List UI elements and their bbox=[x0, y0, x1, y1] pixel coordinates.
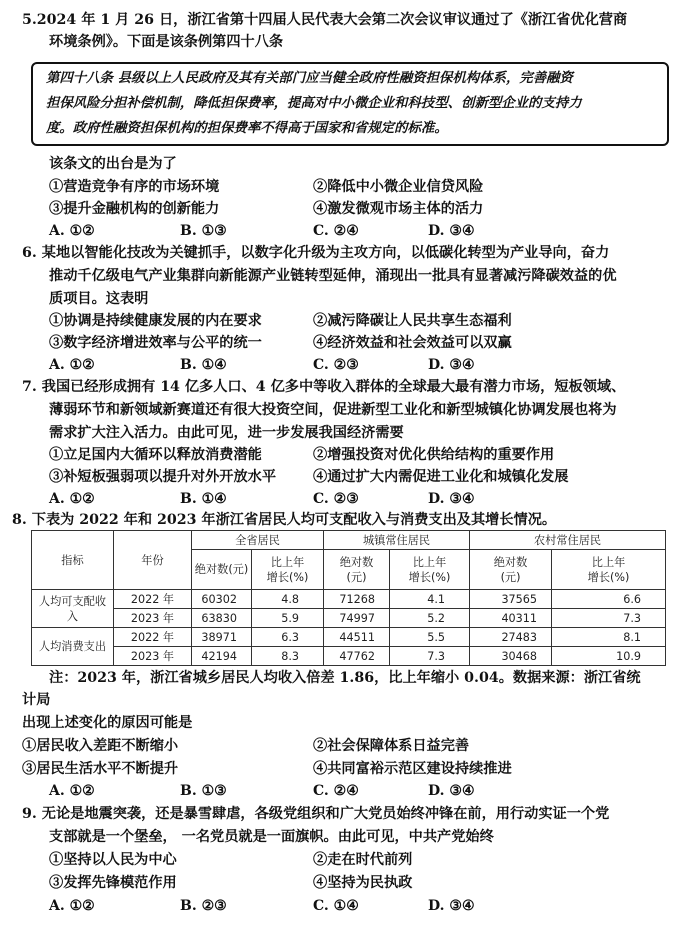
header-abs-urban-b: (元) bbox=[346, 570, 367, 584]
table-row bbox=[32, 628, 666, 647]
q8-option-2: ②社会保障体系日益完善 bbox=[313, 738, 470, 754]
table-header-row bbox=[32, 531, 666, 550]
q6-option-4: ④经济效益和社会效益可以双赢 bbox=[313, 335, 512, 351]
table-cell: 74997 bbox=[324, 609, 390, 628]
q6-line2: 推动千亿级电气产业集群向新能源产业链转型延伸，涌现出一批具有显著减污降碳效益的优 bbox=[49, 268, 617, 284]
table-cell: 2022 年 bbox=[114, 590, 192, 609]
header-growth-rural-b: 增长(%) bbox=[587, 570, 630, 584]
header-abs-urban-a: 绝对数 bbox=[339, 555, 374, 569]
table-cell: 7.3 bbox=[552, 609, 666, 628]
article-line1: 第四十八条 县级以上人民政府及其有关部门应当健全政府性融资担保机构体系，完善融资 bbox=[46, 70, 573, 86]
header-abs-urban bbox=[324, 550, 390, 590]
article-line3: 度。政府性融资担保机构的担保费率不得高于国家和省规定的标准。 bbox=[46, 120, 448, 136]
table-row bbox=[32, 590, 666, 609]
q9-line2: 支部就是一个堡垒， 一名党员就是一面旗帜。由此可见，中共产党始终 bbox=[49, 829, 494, 845]
q5-choice-b: B. ①③ bbox=[180, 223, 227, 239]
table-cell: 7.3 bbox=[390, 647, 470, 666]
table-cell: 40311 bbox=[470, 609, 552, 628]
table-cell: 5.2 bbox=[390, 609, 470, 628]
q7-choice-a: A. ①② bbox=[49, 491, 95, 507]
q6-line1: 6. 某地以智能化技改为关键抓手，以数字化升级为主攻方向，以低碳化转型为产业导向，奋力 bbox=[22, 245, 610, 261]
table-cell: 2023 年 bbox=[114, 609, 192, 628]
q9-option-3: ③发挥先锋模范作用 bbox=[49, 875, 177, 891]
q6-option-3: ③数字经济增进效率与公平的统一 bbox=[49, 335, 262, 351]
q8-option-3: ③居民生活水平不断提升 bbox=[22, 761, 179, 777]
header-growth-urban bbox=[390, 550, 470, 590]
q8-stem: 出现上述变化的原因可能是 bbox=[22, 715, 193, 731]
q8-choice-d: D. ③④ bbox=[428, 783, 475, 799]
header-growth-all-b: 增长(%) bbox=[266, 570, 309, 584]
header-abs-rural-b: (元) bbox=[500, 570, 521, 584]
table-cell: 63830 bbox=[192, 609, 252, 628]
table-row bbox=[32, 647, 666, 666]
header-abs-all: 绝对数(元) bbox=[192, 550, 252, 590]
q8-note-line1: 注：2023 年，浙江省城乡居民人均收入倍差 1.86，比上年缩小 0.04。数据来源：浙江省统 bbox=[49, 670, 641, 686]
q7-choice-d: D. ③④ bbox=[428, 491, 475, 507]
table-cell: 5.9 bbox=[252, 609, 324, 628]
table-cell: 42194 bbox=[192, 647, 252, 666]
q8-choice-a: A. ①② bbox=[49, 783, 95, 799]
header-abs-rural bbox=[470, 550, 552, 590]
header-year: 年份 bbox=[114, 531, 192, 590]
q6-choice-a: A. ①② bbox=[49, 357, 95, 373]
q7-choice-b: B. ①④ bbox=[180, 491, 227, 507]
q5-choice-c: C. ②④ bbox=[313, 223, 359, 239]
table-cell: 60302 bbox=[192, 590, 252, 609]
q9-choice-b: B. ②③ bbox=[180, 898, 227, 914]
header-growth-all bbox=[252, 550, 324, 590]
header-all-residents: 全省居民 bbox=[192, 531, 324, 550]
table-row bbox=[32, 609, 666, 628]
row-label-consumption: 人均消费支出 bbox=[32, 628, 114, 666]
table-cell: 2022 年 bbox=[114, 628, 192, 647]
q7-choice-c: C. ②③ bbox=[313, 491, 359, 507]
q5-line2: 环境条例》。下面是该条例第四十八条 bbox=[49, 34, 284, 50]
row-label-income-b: 入 bbox=[66, 609, 79, 623]
q8-option-1: ①居民收入差距不断缩小 bbox=[22, 738, 179, 754]
q6-choice-b: B. ①④ bbox=[180, 357, 227, 373]
q7-line2: 薄弱环节和新领域新赛道还有很大投资空间，促进新型工业化和新型城镇化协调发展也将为 bbox=[49, 402, 617, 418]
q5-option-4: ④激发微观市场主体的活力 bbox=[313, 201, 484, 217]
q7-line3: 需求扩大注入活力。由此可见，进一步发展我国经济需要 bbox=[49, 425, 404, 441]
q8-note-line2: 计局 bbox=[22, 692, 51, 708]
q9-option-2: ②走在时代前列 bbox=[313, 852, 413, 868]
q9-option-1: ①坚持以人民为中心 bbox=[49, 852, 177, 868]
q5-stem: 该条文的出台是为了 bbox=[49, 156, 177, 172]
q5-choice-a: A. ①② bbox=[49, 223, 95, 239]
header-indicator: 指标 bbox=[32, 531, 114, 590]
q9-choice-c: C. ①④ bbox=[313, 898, 359, 914]
income-table bbox=[31, 530, 666, 666]
table-cell: 2023 年 bbox=[114, 647, 192, 666]
q6-choice-c: C. ②③ bbox=[313, 357, 359, 373]
q6-line3: 质项目。这表明 bbox=[49, 291, 149, 307]
q7-option-3: ③补短板强弱项以提升对外开放水平 bbox=[49, 469, 277, 485]
q5-option-2: ②降低中小微企业信贷风险 bbox=[313, 179, 484, 195]
q8-choice-c: C. ②④ bbox=[313, 783, 359, 799]
q5-option-1: ①营造竞争有序的市场环境 bbox=[49, 179, 220, 195]
table-cell: 38971 bbox=[192, 628, 252, 647]
table-cell: 71268 bbox=[324, 590, 390, 609]
row-label-income bbox=[32, 590, 114, 628]
q5-option-3: ③提升金融机构的创新能力 bbox=[49, 201, 220, 217]
q5-line1: 5.2024 年 1 月 26 日，浙江省第十四届人民代表大会第二次会议审议通过了《浙江省优化营商 bbox=[22, 12, 628, 28]
q7-line1: 7. 我国已经形成拥有 14 亿多人口、4 亿多中等收入群体的全球最大最有潜力市场，短板领域、 bbox=[22, 379, 626, 395]
table-cell: 4.1 bbox=[390, 590, 470, 609]
q6-choice-d: D. ③④ bbox=[428, 357, 475, 373]
table-cell: 27483 bbox=[470, 628, 552, 647]
table-cell: 10.9 bbox=[552, 647, 666, 666]
q9-choice-a: A. ①② bbox=[49, 898, 95, 914]
header-growth-all-a: 比上年 bbox=[270, 555, 305, 569]
q9-line1: 9. 无论是地震突袭，还是暴雪肆虐，各级党组织和广大党员始终冲锋在前，用行动实证一个党 bbox=[22, 806, 610, 822]
q9-option-4: ④坚持为民执政 bbox=[313, 875, 413, 891]
table-cell: 6.6 bbox=[552, 590, 666, 609]
q7-option-4: ④通过扩大内需促进工业化和城镇化发展 bbox=[313, 469, 569, 485]
header-growth-urban-b: 增长(%) bbox=[408, 570, 451, 584]
table-cell: 4.8 bbox=[252, 590, 324, 609]
article-line2: 担保风险分担补偿机制，降低担保费率，提高对中小微企业和科技型、创新型企业的支持力 bbox=[46, 95, 582, 111]
q8-option-4: ④共同富裕示范区建设持续推进 bbox=[313, 761, 512, 777]
q5-choice-d: D. ③④ bbox=[428, 223, 475, 239]
q9-choice-d: D. ③④ bbox=[428, 898, 475, 914]
table-cell: 44511 bbox=[324, 628, 390, 647]
header-growth-urban-a: 比上年 bbox=[412, 555, 447, 569]
table-cell: 8.1 bbox=[552, 628, 666, 647]
table-cell: 8.3 bbox=[252, 647, 324, 666]
q8-line1: 8. 下表为 2022 年和 2023 年浙江省居民人均可支配收入与消费支出及其增长情况。 bbox=[12, 512, 557, 528]
header-urban-residents: 城镇常住居民 bbox=[324, 531, 470, 550]
q7-option-2: ②增强投资对优化供给结构的重要作用 bbox=[313, 447, 555, 463]
header-growth-rural bbox=[552, 550, 666, 590]
table-cell: 5.5 bbox=[390, 628, 470, 647]
header-growth-rural-a: 比上年 bbox=[591, 555, 626, 569]
table-cell: 37565 bbox=[470, 590, 552, 609]
q7-option-1: ①立足国内大循环以释放消费潜能 bbox=[49, 447, 262, 463]
row-label-income-a: 人均可支配收 bbox=[38, 594, 107, 608]
table-cell: 47762 bbox=[324, 647, 390, 666]
q6-option-1: ①协调是持续健康发展的内在要求 bbox=[49, 313, 262, 329]
table-cell: 30468 bbox=[470, 647, 552, 666]
q6-option-2: ②减污降碳让人民共享生态福利 bbox=[313, 313, 512, 329]
q8-choice-b: B. ①③ bbox=[180, 783, 227, 799]
header-rural-residents: 农村常住居民 bbox=[470, 531, 666, 550]
table-cell: 6.3 bbox=[252, 628, 324, 647]
header-abs-rural-a: 绝对数 bbox=[493, 555, 528, 569]
